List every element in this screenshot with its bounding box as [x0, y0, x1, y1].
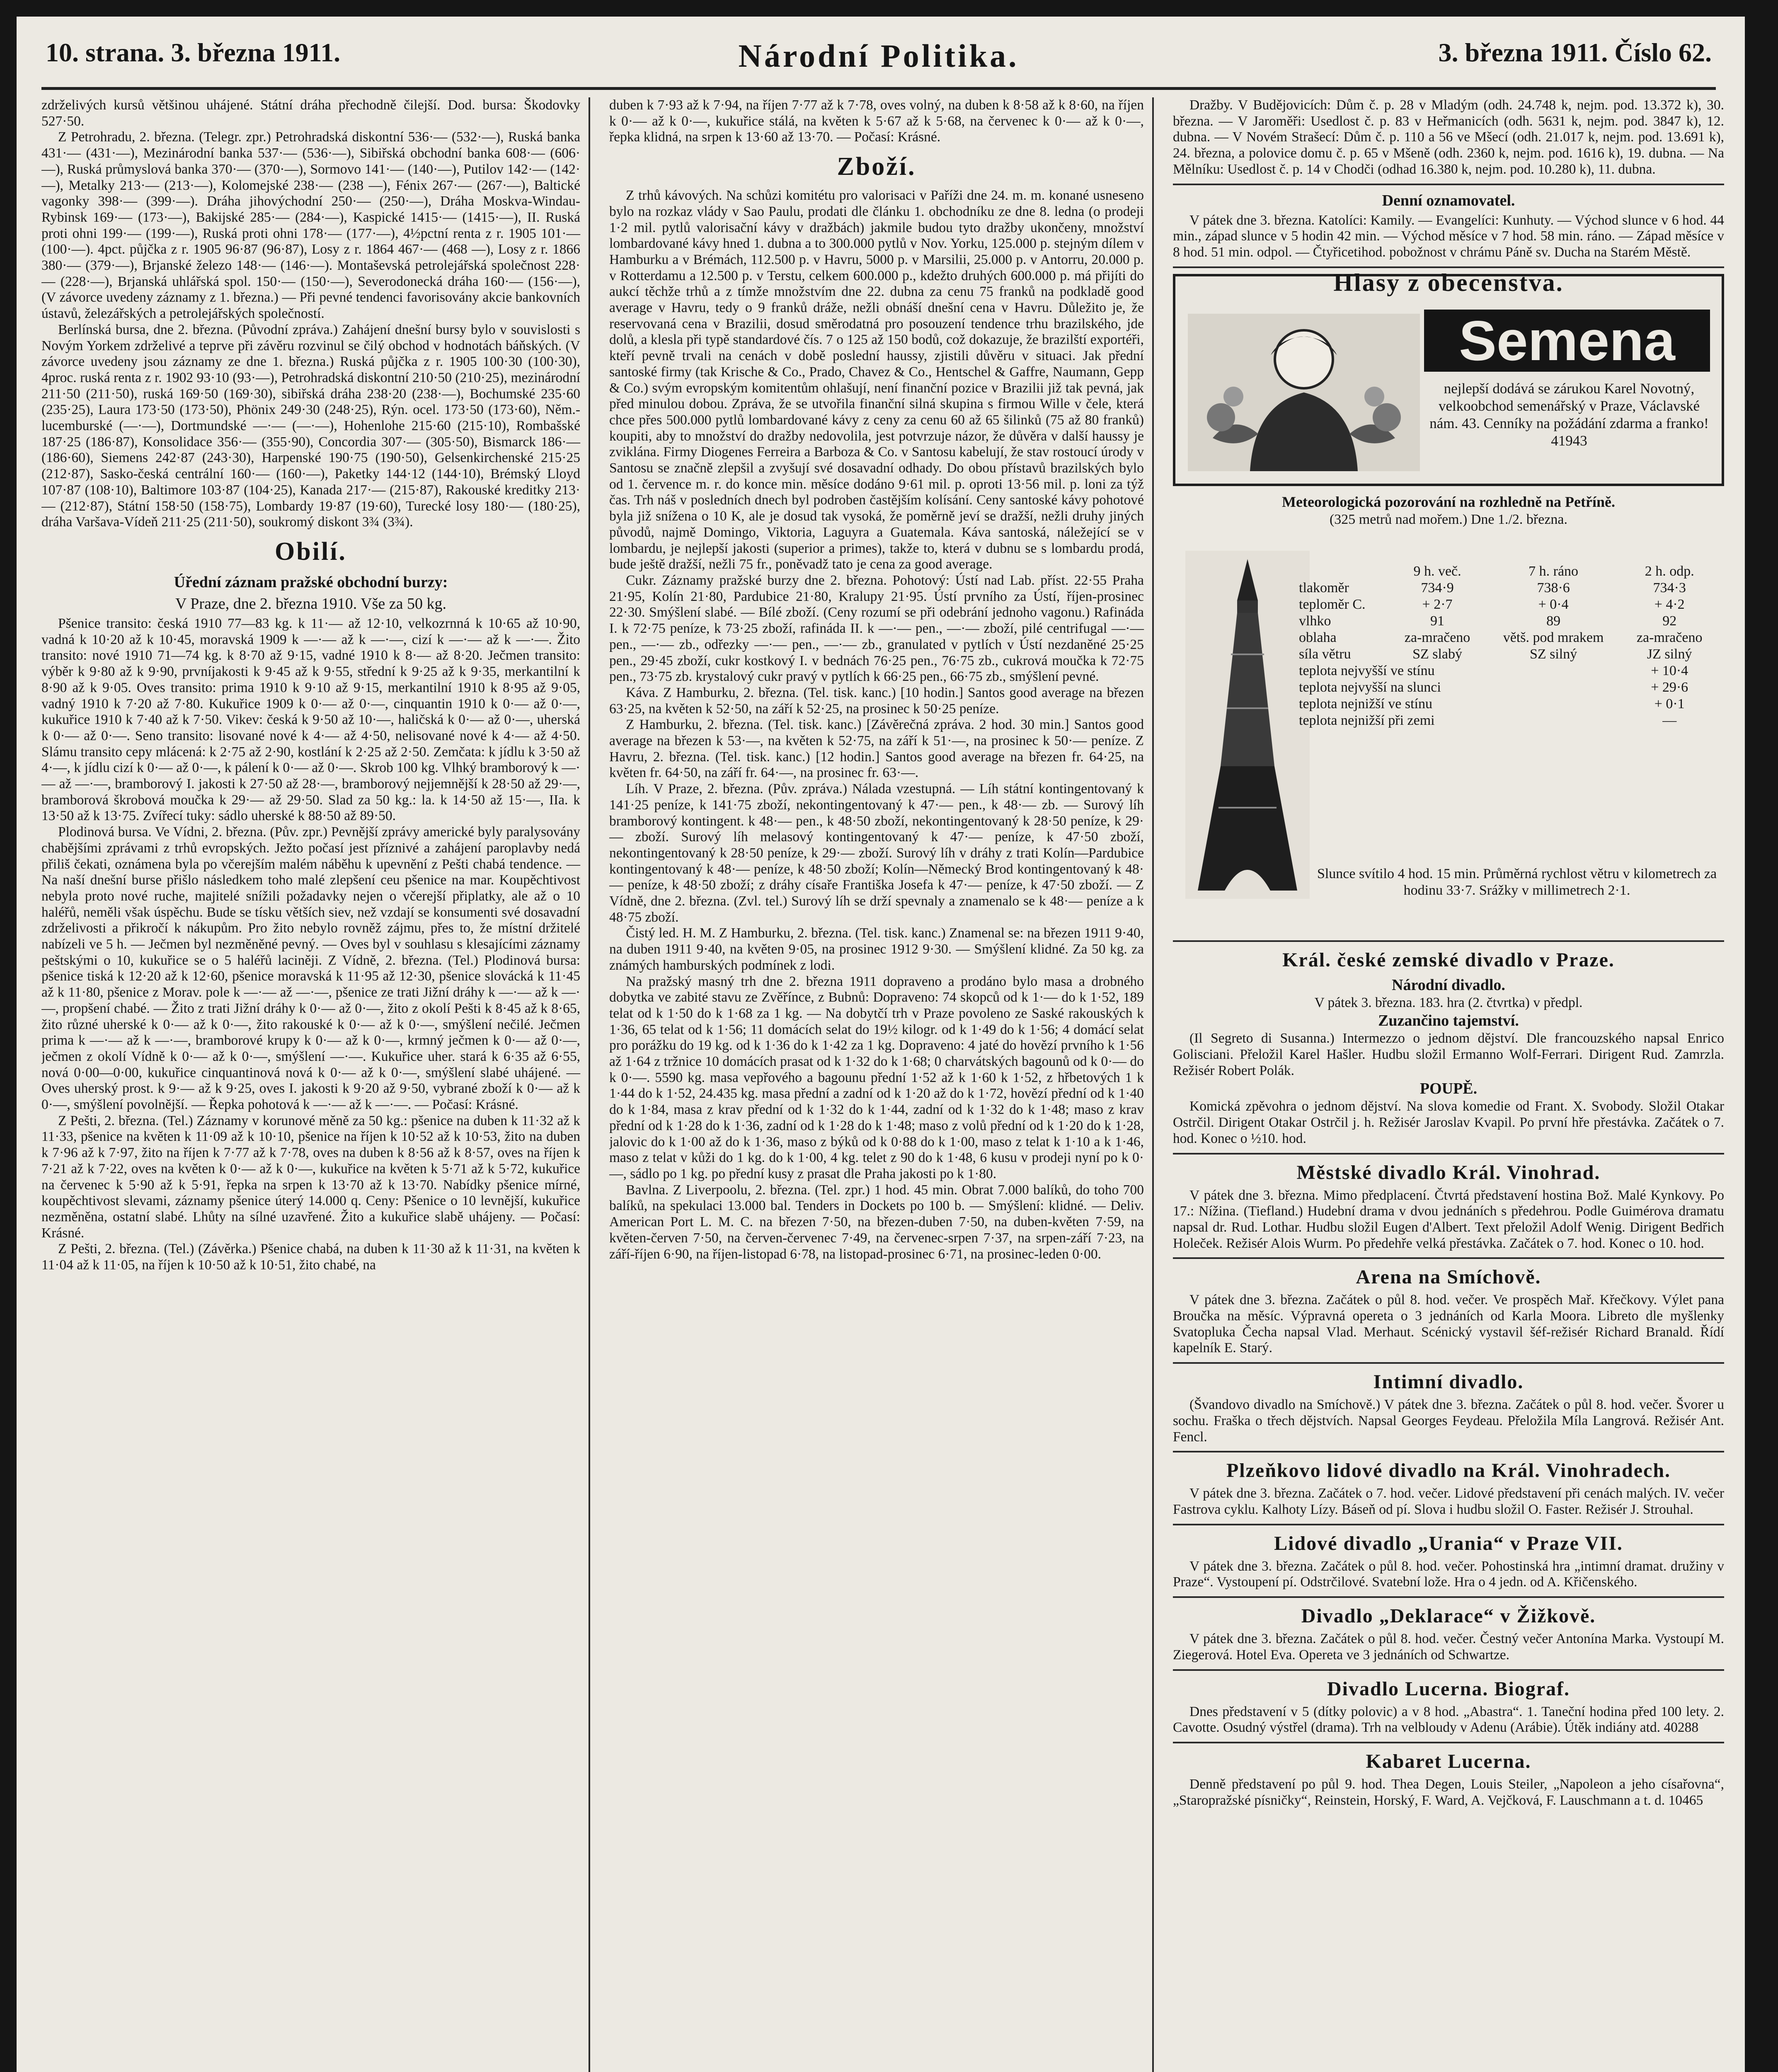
play-title-poupe: POUPĚ. [1419, 1080, 1478, 1098]
berlin-report: Berlínská bursa, dne 2. března. (Původní zpráva.) Zahájení dnešní bursy bylo v souvislosti s Novým Yorkem zdrželivé a teprve při závěru rozvinul se čilý obchod v hodnotách báňských. (V závorce uvedeny jsou záznamy ze dne 1. března.) Ruská půjčka z r. 1905 100·30 (100·30), 4proc. ruská renta z r. 1902 93·10 (93·—), Petrohradská diskontní 210·50 (210·25), mezinárodní 211·50 (211·50), ruská 169·50 (169·30), sibiřská dráha 238·20 (238·—), Bochumské 235·60 (235·25), Laura 173·50 (173·50), Phönix 249·30 (248·25), Rýn. ocel. 173·50 (173·60), Něm.-lucemburské (—·—), Dortmundské —·— (—·—), Hohenlohe 215·60 (215·10), Rombašské 187·25 (186·87), Konsolidace 356·— (355·90), Concordia 307·— (305·50), Bismarck 186·— (186·60), Siemens 242·87 (243·30), Harpenské 190·75 (190·50), Gelsenkirchenské 215·25 (212·87), Sasko-česká centrální 160·— (160·—), Paketky 144·12 (144·10), Brémský Lloyd 107·87 (108·10), Baltimore 103·87 (104·25), Kanada 217·— (215·87), Rakouské kreditky 213·— (212·87), Státní 158·50 (158·75), Lombardy 19·87 (19·60), Turecké losy 180·— (180·25), dráha Varšava-Vídeň 211·25 (211·50), soukromý diskont 3¾ (3¾). [41, 322, 580, 530]
theatre-program-deklarace: V pátek dne 3. března. Začátek o půl 8. hod. večer. Čestný večer Antonína Marka. Vystoupí M. Ziegerová. Hotel Eva. Opereta ve 3 jednáních od Schwartze. [1173, 1631, 1724, 1663]
daily-announcer: V pátek dne 3. března. Katolíci: Kamily. — Evangelíci: Kunhuty. — Východ slunce v 6 hod. 44 min., západ slunce v 5 hodin 42 min. — Východ měsíce v 7 hod. 58 min. ráno. — Západ měsíce v 8 hod. 51 min. odpol. — Čtyřicetihod. pobožnost v chrámu Páně sv. Ducha na Starém Městě. [1173, 212, 1724, 260]
divider [1173, 1596, 1724, 1598]
weather-row-label: vlhko [1299, 613, 1331, 629]
seed-lady-illustration [1188, 314, 1420, 471]
divider [1173, 1362, 1724, 1364]
temperature-row [1297, 696, 1716, 712]
pest-continued: duben k 7·93 až k 7·94, na říjen 7·77 až k 7·78, oves volný, na duben k 8·58 až k 8·60, na říjen k 0·— až k 0·—, kukuřice stálá, na květen k 5·67 až k 5·68, na červenec k 0·— až k 0·—, řepka klidná, na srpen k 13·60 až 13·70. — Počasí: Krásné. [609, 97, 1144, 145]
newspaper-page [17, 17, 1745, 2072]
weather-cell: za-mračeno [1404, 629, 1470, 645]
weather-cell: větš. pod mrakem [1503, 629, 1604, 645]
weather-footer: Slunce svítilo 4 hod. 15 min. Průměrná rychlost větru v kilometrech za hodinu 33·7. Srážky v millimetrech 2·1. [1317, 866, 1717, 898]
weather-cell: 92 [1662, 613, 1677, 629]
ad-body-text: nejlepší dodává se zárukou Karel Novotný, velkoobchod semenářský v Praze, Václavské nám. 43. Cenníky na požádání zdarma a franko! 41943 [1429, 380, 1709, 449]
petrohrad-report: Z Petrohradu, 2. března. (Telegr. zpr.) Petrohradská diskontní 536·— (532·—), Ruská banka 431·— (431·—), Mezinárodní banka 537·— (536·—), Sibiřská obchodní banka 608·— (606·—), Ruská průmyslová banka 370·— (370·—), Sormovo 141·— (140·—), Putilov 142·— (142·—), Metalky 213·— (213·—), Kolomejské 238·— (238 —), Fénix 267·— (267·—), Baltické vagonky 398·— (399·—). Dráha jihovýchodní 250·— (250·—), Dráha Moskva-Windau-Rybinsk 169·— (173·—), Bakijské 285·— (284·—), Kaspické 1415·— (1415·—), II. Ruská proti ohni 199·— (199·—), Ruská proti ohni 178·— (177·—), 4½pctní renta z r. 1905 101·— (100·—). 4pct. půjčka z r. 1905 96·87 (96·87), Losy z r. 1864 467·— (468 —), Losy z r. 1866 380·— (379·—), Brjanské železo 148·— (146·—). Montaševská petrolejářská společnost 228·— (228·—), Brjanská uhlářská spol. 150·— (150·—), Severodonecká dráha 160·— (156·—), (V závorce uvedeny záznamy z 1. března.) — Při pevné tendenci favorisovány akcie bankovních ústavů, železářských a petrolejářských společností. [41, 129, 580, 322]
divider [1173, 1153, 1724, 1155]
play-title-susanna: Zuzančino tajemství. [1378, 1012, 1519, 1030]
weather-cell: 738·6 [1537, 580, 1570, 595]
theatre-program-vinohrady: V pátek dne 3. března. Mimo předplacení. Čtvrtá představení hostina Bož. Malé Kynkovy. Po 17.: Nížina. (Tiefland.) Hudební drama v dvou jednáních s předehrou. Podle Guimérova dramatu napsal dr. Rud. Lothar. Hudbu složil Eugen d'Albert. Text přeložil Adolf Wenig. Dirigent Bedřich Holeček. Režisér Alois Wurm. Po předehře velká přestávka. Začátek o 7. hod. Konec o 10. hod. [1173, 1187, 1724, 1251]
meat-market-report: Na pražský masný trh dne 2. března 1911 dopraveno a prodáno bylo masa a drobného dobytka ve zabité stavu ze Zvěřínce, z Bubnů: Dopraveno: 74 skopců od k 1·— do k 1·52, 189 telat od k 1·50 do k 1·68 za 1 kg. — Na dobytčí trh v Praze povoleno ze Saské rakouských k 1·36, 65 telat od k 1·56; 11 domácích selat do 19½ kilogr. od k 1·49 do k 1·56; 4 domácí selat pro porážku do 19 kg. od k 1·36 do k 1·42 za 1 kg. Dopraveno: 4 jaté do hovězí prvního k 1·56 až 1·64 z tržnice 10 domácích prasat od k 1·32 do k 1·68; 0 charvátských bagounů od k 0·— do k 0·—. 5590 kg. masa vepřového a bagounu přední 1·52 až k 1·60 k 1·52, z hřbetových 1 k 1·44 do k 1·52, 24.435 kg. masa přední a zadní od k 1·20 až do k 1·72, hovězí přední od k 1·40 do k 1·84, masa z krav přední od k 1·32 do k 1·44, zadní od k 1·32 do k 1·48; maso z krav přední od k 1·28 do k 1·36, zadní od k 1·28 do k 1·48; maso z volů přední od k 1·20 do k 1·28, jalovic do k 1·00 až do k 1·36, maso z býků od k 0·88 do k 1·00, maso z telat k 1·10 a k 1·46, maso z telat v kůži do 1 kg. do k 1·00, 4 kg. telet z 90 do k 1·48, 6 kusu v prodeji nyní po k 0·—, sádlo po 1 kg. po přední kusy z prasat dle Praha jakosti po k 1·80. [609, 973, 1144, 1181]
weather-cell: + 2·7 [1422, 596, 1453, 612]
temperature-label: teplota nejnižší při zemi [1299, 712, 1435, 728]
pest-closing-report: Z Pešti, 2. března. (Tel.) (Závěrka.) Pšenice chabá, na duben k 11·30 až k 11·31, na květen k 11·04 až k 11·05, na říjen k 10·50 až k 10·51, žito chabé, na [41, 1241, 580, 1273]
theatre-subtitle-national: Národní divadlo. [1392, 976, 1505, 994]
newspaper-masthead: Národní Politika. [738, 38, 1019, 74]
weather-time-morning: 7 h. ráno [1528, 563, 1579, 579]
temperature-label: teplota nejvyšší na slunci [1299, 679, 1441, 695]
theatre-title-kabaret: Kabaret Lucerna. [1366, 1750, 1531, 1772]
temperature-value: — [1662, 712, 1677, 728]
divider [1173, 1451, 1724, 1452]
weather-cell: 734·9 [1421, 580, 1454, 595]
theatre-program-plzenkovo: V pátek dne 3. března. Začátek o 7. hod. večer. Lidové představení při cenách malých. IV. večer Fastrova cyklu. Kalhoty Lízy. Báseň od pí. Slova i hudbu složil O. Faster. Režisér J. Strouhal. [1173, 1486, 1724, 1517]
weather-row [1297, 613, 1716, 629]
seed-advertisement [1173, 269, 1724, 486]
column-3 [1173, 97, 1724, 2072]
play-description-poupe: Komická zpěvohra o jednom dějství. Na slova komedie od Frant. X. Svobody. Složil Otakar Ostrčil. Dirigent Otakar Ostrčil j. h. Režisér Jaroslav Kvapil. Po první hře přestávka. Začátek o 7. hod. Konec o ½10. hod. [1173, 1099, 1724, 1146]
theatre-program-intimni: (Švandovo divadlo na Smíchově.) V pátek dne 3. března. Začátek o půl 8. hod. večer. Švorer u sochu. Fraška o třech dějstvích. Napsal Georges Feydeau. Přeložila Míla Langrová. Režisér Ant. Fencl. [1173, 1397, 1724, 1445]
coffee-market-report: Z trhů kávových. Na schůzi komitétu pro valorisaci v Paříži dne 24. m. m. konané usneseno bylo na rozkaz vlády v Sao Paulu, prodati dle článku 1. obchodníku ze dne 8. ledna (o prodeji 1·2 mil. pytlů valorisační kávy v dražbách) jakmile budou tyto dražby ukončeny, množství lombardované kávy hned 1. dubna a to 300.000 pytlů v Nov. Yorku, 125.000 p. stejným dílem v Hamburku a v Brémách, 112.500 p. v Havru, 5000 p. v Marsilii, 25.000 p. v Antorru, 20.000 p. v Rotterdamu a 12.500 p. v Terstu, celkem 600.000 p., kdežto druhých 600.000 p. má přijíti do aukcí těchže trhů a z tímže množstvím dne 22. dubna za cenu 75 franků na podkladě good average v Havru, tedy o 9 franků dráže, nežli obnáší dnešní cena v Havru. Důležito je, že reservovaná cena v Brazilii, dosud směrodatná pro posouzení tendence trhu brazilského, jde dolů, a klesla při typě standardové čís. 7 o 125 až 150 bodů, což dokazuje, že brazilští exportéři, kteří pevně trvali na cenách v době poslední haussy, zjistili důvěru v situaci. Jak přední santoské firmy (tak Krische & Co., Prado, Chavez & Co., Hentschel & Gaffre, Naumann, Gepp & Co.) svým evropským komitentům ohlašují, není finanční pozice v Brazilii již tak pevná, jak před minulou dobou. Zpráva, že se utvořila finanční silná skupina s firmou Wille v čele, která chce přes 500.000 pytlů lombardované kávy z ceny za cenu 60 až 65 šilinků (75 až 80 franků) koupiti, aby to množství do dražby nedovolila, jest potvrzuje názor, že důvěra v další haussy je zviklána. Firmy Diogenes Ferreira a Barboza & Co. v Santosu kabelují, že stav rostoucí úrody v Santosu se značně zlepšil a zvyšují své dosavadní odhady. Do obou přístavů brazilských bylo od 1. července m. r. do konce min. měsíce dodáno 9·61 mil. p. oproti 13·56 mil. p. loni za týž čas. Trh náš v posledních dnech byl podroben častějším kolísání. Ceny santoské kávy pohotové byla již snížena o 10 K, ale je dosud tak vysoká, že poměrně jeví se dražší, nežli druhy jiných původů, najmě Domingo, Viktoria, Laguyra a Guatemala. Káva santoská, náležející se v lombardu, je nejlepší jakosti (superior a primes), takže to, která v dubnu se s lombardu prodá, bude ještě dražší, nežli 75 fr., poněvadž tato je cena za good average. [609, 188, 1144, 572]
temperature-row [1297, 663, 1716, 679]
weather-row [1297, 580, 1716, 596]
pest-grain-report: Z Pešti, 2. března. (Tel.) Záznamy v korunové měně za 50 kg.: pšenice na duben k 11·32 až k 11·33, pšenice na květen k 11·09 až k 10·10, pšenice na říjen k 10·52 až k 10·53, žito na duben k 7·96 až k 7·97, žito na říjen k 7·77 až k 7·78, oves na duben k 8·56 až k 8·57, oves na říjen k 7·21 až k 7·22, oves na květen k 0·— až k 0·—, kukuřice na květen k 5·71 až k 5·72, kukuřice na červenec k 5·90 až k 5·91, řepka na srpen k 13·70 až k 13·70. Nabídky pšenice mírné, koupěchtivost slevami, záznamy pšenice úterý 14.000 q. Ceny: Pšenice o 10 levnější, kukuřice nezměněna, ostatní slabé. Lhůty na sílné uzavřené. Žito a kukuřice slabě uhájeny. — Počasí: Krásné. [41, 1113, 580, 1241]
weather-time-evening: 9 h. več. [1413, 563, 1461, 579]
weather-row-label: teploměr C. [1299, 596, 1366, 612]
coffee-hamburg-report: Káva. Z Hamburku, 2. března. (Tel. tisk. kanc.) [10 hodin.] Santos good average na březen 63·25, na květen k 52·50, na září k 52·25, na prosinec k 50·25 peníze. [609, 685, 1144, 716]
theatre-title-national: Král. české zemské divadlo v Praze. [1282, 949, 1615, 971]
spirits-report: Líh. V Praze, 2. března. (Pův. zpráva.) Nálada vzestupná. — Líh státní kontingentovaný k 141·25 peníze, k 141·75 zboží, nekontingentovaný k 47·— pen., k 48·— zb. — Surový líh bramborový kontingent. k 48·— pen., k 48·50 zboží, nekontingentovaný k 28·50 peníze, k 29·— zboží. Surový líh melasový kontingentovaný k 47·— peníze, k 47·50 zboží, nekontingentovaný k 28·50 peníze, k 29·— zboží. Surový líh v dráhy z trati Kolín—Pardubice kontingentovaný k 48·— peníze, k 48·50 zboží; Kolín—Německý Brod kontingentovaný k 48·— peníze, k 48·50 zboží; z dráhy císaře Františka Josefa k 47·— peníze, k 47·50 zboží. — Z Vídně, dne 2. března. (Zvl. tel.) Surový líh se drží spevnaly a znamenalo se k 48·— peníze a k 48·75 zboží. [609, 781, 1144, 925]
section-title-grain: Obilí. [275, 537, 347, 566]
grain-official-subtitle: Úřední záznam pražské obchodní burzy: [174, 573, 448, 591]
weather-observations [1173, 493, 1724, 942]
weather-cell: SZ slabý [1412, 646, 1463, 662]
ad-brand-name: Semena [1424, 310, 1710, 372]
column-2 [609, 97, 1154, 2072]
weather-cell: + 0·4 [1538, 596, 1569, 612]
temperature-value: + 29·6 [1651, 679, 1688, 695]
weather-row [1297, 629, 1716, 646]
theatre-title-arena: Arena na Smíchově. [1356, 1266, 1541, 1288]
weather-cell: SZ silný [1529, 646, 1577, 662]
weather-title: Meteorologická pozorování na rozhledně na Petříně. [1282, 493, 1615, 510]
coffee-hamburg-closing: Z Hamburku, 2. března. (Tel. tisk. kanc.) [Závěrečná zpráva. 2 hod. 30 min.] Santos good average na březen k 53·—, na květen k 52·75, na září k 51·—, na prosinec k 50·— peníze. Z Havru, 2. března. (Tel. tisk. kanc.) [12 hodin.] Santos good average na březen fr. 64·25, na květen fr. 64·50, na září fr. 64·—, na prosinec fr. 63·—. [609, 717, 1144, 781]
section-title-goods: Zboží. [837, 152, 916, 181]
vienna-grain-report: Plodinová bursa. Ve Vídni, 2. března. (Pův. zpr.) Pevnější zprávy americké byly paralysovány chabějšími zprávami z trhů evropských. Ježto počasí jest příznivé a zahájení paroplavby nedá přiliš čekati, oznámena byla po včerejším malém náběhu k upevnění z Pešti chabá tendence. — Na naší dnešní burse přišlo následkem toho malé zlepšení ceu pšenice na mar. Koupěchtivost nebyla proto nové ruche, majitelé snížili požadavky nejen o včerejší připlatky, ale až o 10 haléřů, neměli však úspěchu. Bude se tísku větších siev, než vzdají se konsumenti své dosavadní zdrželivosti a přikročí k nákupům. Pro žito nebylo rovněž zájmu, přes to, že místní držitelé nabízeli ve 5 h. — Ječmen byl nezměněné pevný. — Oves byl v souhlasu s klesajícími záznamy peštskými o 10, kukuřice se o 5 haléřů laciněji. Z Vídně, 2. března. (Tel.) Plodinová bursa: pšenice tiská k 12·20 až k 12·60, pšenice moravská k 11·95 až 12·30, pšenice slovácká k 11·45 až k 11·80, pšenice z Morav. pole k —·— až —·—, pšenice ze trati Jižní dráhy k —·— až k —·—, propšení chabé. — Žito z trati Jižní dráhy k 0·— až 0·—, žito z okolí Pešti k 8·45 až k 8·65, žito různé uherské k 0·— až k 0·—, žito rakouské k 0·— až k 0·—, smýšlení nečilé. Ječmen prima k —·— až k —·—, bramborové krupy k 0·— až k 0·—, krmný ječmen k 0·— až 0·—, ječmen z okolí Vídně k 0·— až k 0·—, smýšlení —·—. Kukuřice uher. stará k 6·35 až 6·55, nová 0·00—0·00, kukuřice cinquantinová nová k 0·— až k 0·—, smýšlení slabé uhájené. — Oves uherský prost. k 9·— až k 9·25, oves I. jakosti k 9·20 až 9·50, vybrané zboží k 0·— až k 0·—, smýšlení povolnější. — Řepka pohotová k —·— až k —·—. — Počasí: Krásné. [41, 824, 580, 1113]
weather-cell: JZ silný [1647, 646, 1692, 662]
weather-cell: za-mračeno [1636, 629, 1703, 645]
temperature-value: + 0·1 [1654, 696, 1685, 712]
column-1 [41, 97, 590, 2072]
theatre-program-arena: V pátek dne 3. března. Začátek o půl 8. hod. večer. Ve prospěch Mař. Křečkovy. Výlet pana Broučka na měsíc. Výpravná opereta o 3 jednáních od Karla Moora. Libreto dle myšlenky Svatopluka Čecha napsal Vlad. Merhaut. Scénický vystavil šéf-režisér Richard Branald. Řídí kapelník E. Starý. [1173, 1292, 1724, 1356]
temperature-value: + 10·4 [1651, 663, 1688, 678]
theatre-title-urania: Lidové divadlo „Urania“ v Praze VII. [1274, 1532, 1623, 1554]
weather-row [1297, 646, 1716, 663]
cotton-report: Bavlna. Z Liverpoolu, 2. března. (Tel. zpr.) 1 hod. 45 min. Obrat 7.000 balíků, do toho 700 balíků, na spekulaci 13.000 bal. Tenders in Dockets po 100 b. — Smýšlení: klidné. — Deliv. American Port L. M. C. na březen 7·50, na březen-duben 7·50, na duben-květen 7·59, na květen-červen 7·50, na červen-červenec 7·49, na červenec-srpen 7·37, na srpen-září 7·23, na září-říjen 6·90, na říjen-listopad 6·78, na listopad-prosinec 6·71, na prosinec-leden 0·00. [609, 1182, 1144, 1262]
theatre-program-urania: V pátek dne 3. března. Začátek o půl 8. hod. večer. Pohostinská hra „intimní dramat. družiny v Praze“. Vystoupení pí. Odstrčilové. Svatební lože. Hra o 4 jedn. od A. Křičenského. [1173, 1558, 1724, 1590]
play-description-susanna: (Il Segreto di Susanna.) Intermezzo o jednom dějství. Dle francouzského napsal Enrico Golisciani. Přeložil Karel Hašler. Hudbu složil Ermanno Wolf-Ferrari. Dirigent Rud. Zamrzla. Režisér Robert Polák. [1173, 1031, 1724, 1078]
public-voices-heading: Hlasy z obecenstva. [1333, 269, 1564, 296]
weather-cell: 89 [1546, 613, 1561, 629]
weather-row [1297, 596, 1716, 613]
petrin-tower-illustration [1185, 551, 1310, 899]
page-header [41, 25, 1716, 90]
theatre-date-line: V pátek 3. března. 183. hra (2. čtvrtka) v předpl. [1314, 995, 1583, 1010]
weather-row-label: oblaha [1299, 629, 1337, 645]
grain-date-line: V Praze, dne 2. března 1910. Vše za 50 kg. [175, 595, 446, 612]
header-right: 3. března 1911. Číslo 62. [1438, 38, 1712, 67]
weather-subtitle: (325 metrů nad mořem.) Dne 1./2. března. [1329, 511, 1568, 527]
daily-announcer-title: Denní oznamovatel. [1382, 191, 1515, 209]
weather-row-label: síla větru [1299, 646, 1351, 662]
theatre-title-deklarace: Divadlo „Deklarace“ v Žižkově. [1301, 1605, 1596, 1627]
divider [1173, 1742, 1724, 1743]
sugar-report: Cukr. Záznamy pražské burzy dne 2. března. Pohotový: Ústí nad Lab. příst. 22·55 Praha 21·95, Kolín 21·80, Pardubice 21·80, Kralupy 21·95. Ústí prvního za Ústí, říjen-prosinec 22·30. Smýšlení slabé. — Bílé zboží. (Ceny rozumí se při odebrání jednoho vagonu.) Rafináda I. k 72·75 peníze, k 73·25 zboží, rafináda II. k —·— pen., —·— zboží, pilé centrifugal —·— pen., —·— zb., odřezky —·— pen., —·— zb., granulated v pytlích v Ústí nezdaněné 25·25 pen., 29·45 zboží, cukr kostkový I. v bednách 76·25 pen., 76·75 zb., cukrová moučka k 72·75 pen., 73·75 zb. krystalový cukr pravý v pytlích k 66·25 pen., 66·75 zb., smýšlení pevné. [609, 572, 1144, 685]
grain-prices: Pšenice transito: česká 1910 77—83 kg. k 11·— až 12·10, velkozrnná k 10·65 až 10·90, vadná k 10·20 až k 10·45, moravská 1909 k —·— až k —·—, cizí k —·— až k —·—. Žito transito: nové 1910 71—74 kg. k 8·70 až 9·15, vadné 1910 k 8·— až 8·20. Ječmen transito: výběr k 9·80 až k 9·90, prvníjakosti k 9·45 až k 9·55, střední k 9·25 až k 9·35, merkantilní k 8·90 až k 9·05. Oves transito: prima 1910 k 9·10 až 9·15, merkantilní 1910 k 8·95 až 9·05, vadný 1910 k 7·20 až 7·80. Kukuřice 1909 k 0·— až 0·—, cinquantin 1910 k 0·— až 0·—, kukuřice 1910 k 7·40 až k 7·50. Vikev: česká k 9·50 až 10·—, haličská k 0·— až 0·—, uherská k 0·— až 0·—. Seno transito: lisované nové k 4·— až 4·50, nelisované nové k 4·— až 4·50. Slámu transito cepy mlácená: k 2·75 až 2·90, kostlání k 2·25 až 2·50. Zemčata: k jídlu k 3·50 až 4·—, k jídlu cizí k 0·— až 0·—, k pálení k 0·— až 0·—. Skrob 100 kg. Vlhký bramborový k —·— až —·—, bramborový I. jakosti k 27·50 až 28·—, bramborový nejjemnější k 28·50 až 29·—, bramborová škrobová moučka k 29·— až 29·50. Slad za 50 kg.: la. k 14·50 až 15·—, IIa. k 13·50 až k 13·75. Zvířecí tuky: sádlo uherské k 88·50 až 89·50. [41, 615, 580, 824]
weather-time-afternoon: 2 h. odp. [1645, 563, 1694, 579]
theatre-title-vinohrady: Městské divadlo Král. Vinohrad. [1296, 1161, 1601, 1184]
theatre-title-plzenkovo: Plzeňkovo lidové divadlo na Král. Vinohradech. [1226, 1460, 1671, 1482]
divider [1173, 1669, 1724, 1671]
temperature-row [1297, 679, 1716, 696]
theatre-program-lucerna: Dnes představení v 5 (dítky polovic) a v 8 hod. „Abastra“. 1. Taneční hodina před 100 lety. 2. Cavotte. Osudný výstřel (drama). Trh na velbloudy v Adenu (Arábie). Útěk indiány atd. 40288 [1173, 1704, 1724, 1736]
theatre-program-kabaret: Denně představení po půl 9. hod. Thea Degen, Louis Steiler, „Napoleon a jeho císařovna“, „Staropražské písničky“, Reinstein, Horský, F. Ward, A. Vejčková, F. Lauschmann a t. d. 10465 [1173, 1776, 1724, 1808]
auctions-notice: Dražby. V Budějovicích: Dům č. p. 28 v Mladým (odh. 24.748 k, nejm. pod. 13.372 k), 30. března. — V Jaroměři: Usedlost č. p. 83 v Heřmanicích (odh. 5631 k, nejm. pod. 3847 k), 12. dubna. — V Novém Strašecí: Dům č. p. 110 a 56 ve Mšecí (odh. 21.017 k, nejm. pod. 13.691 k), 24. března, a polovice domu č. p. 65 v Mšeně (odh. 2360 k, nejm. pod. 1616 k), 19. dubna. — Na Mělníku: Usedlost č. p. 14 v Chodči (odhad 16.380 k, nejm. pod. 10.280 k), 11. dubna. [1173, 97, 1724, 177]
weather-header-row [1297, 563, 1716, 580]
divider [1173, 1524, 1724, 1525]
weather-row-label: tlakoměr [1299, 580, 1349, 595]
weather-cell: 91 [1430, 613, 1445, 629]
bourse-intro: zdrželivých kursů většinou uhájené. Státní dráha přechodně čilejší. Dod. bursa: Škodovky 527·50. [41, 97, 580, 129]
temperature-label: teplota nejvyšší ve stínu [1299, 663, 1435, 678]
header-left: 10. strana. 3. března 1911. [46, 38, 341, 67]
divider [1173, 184, 1724, 185]
temperature-row [1297, 712, 1716, 729]
divider [1173, 1257, 1724, 1259]
theatre-title-intimni: Intimní divadlo. [1373, 1371, 1524, 1393]
temperature-label: teplota nejnižší ve stínu [1299, 696, 1432, 712]
divider [1173, 266, 1724, 268]
weather-table [1297, 563, 1716, 729]
weather-cell: + 4·2 [1654, 596, 1685, 612]
refined-sugar-report: Čistý led. H. M. Z Hamburku, 2. března. (Tel. tisk. kanc.) Znamenal se: na březen 1911 9·40, na duben 1911 9·40, na květen 9·05, na prosinec 1912 9·30. — Smýšlení klidné. Za 50 kg. za známých hamburských podmínek z lodi. [609, 925, 1144, 973]
theatre-title-lucerna: Divadlo Lucerna. Biograf. [1327, 1677, 1570, 1700]
weather-cell: 734·3 [1653, 580, 1686, 595]
